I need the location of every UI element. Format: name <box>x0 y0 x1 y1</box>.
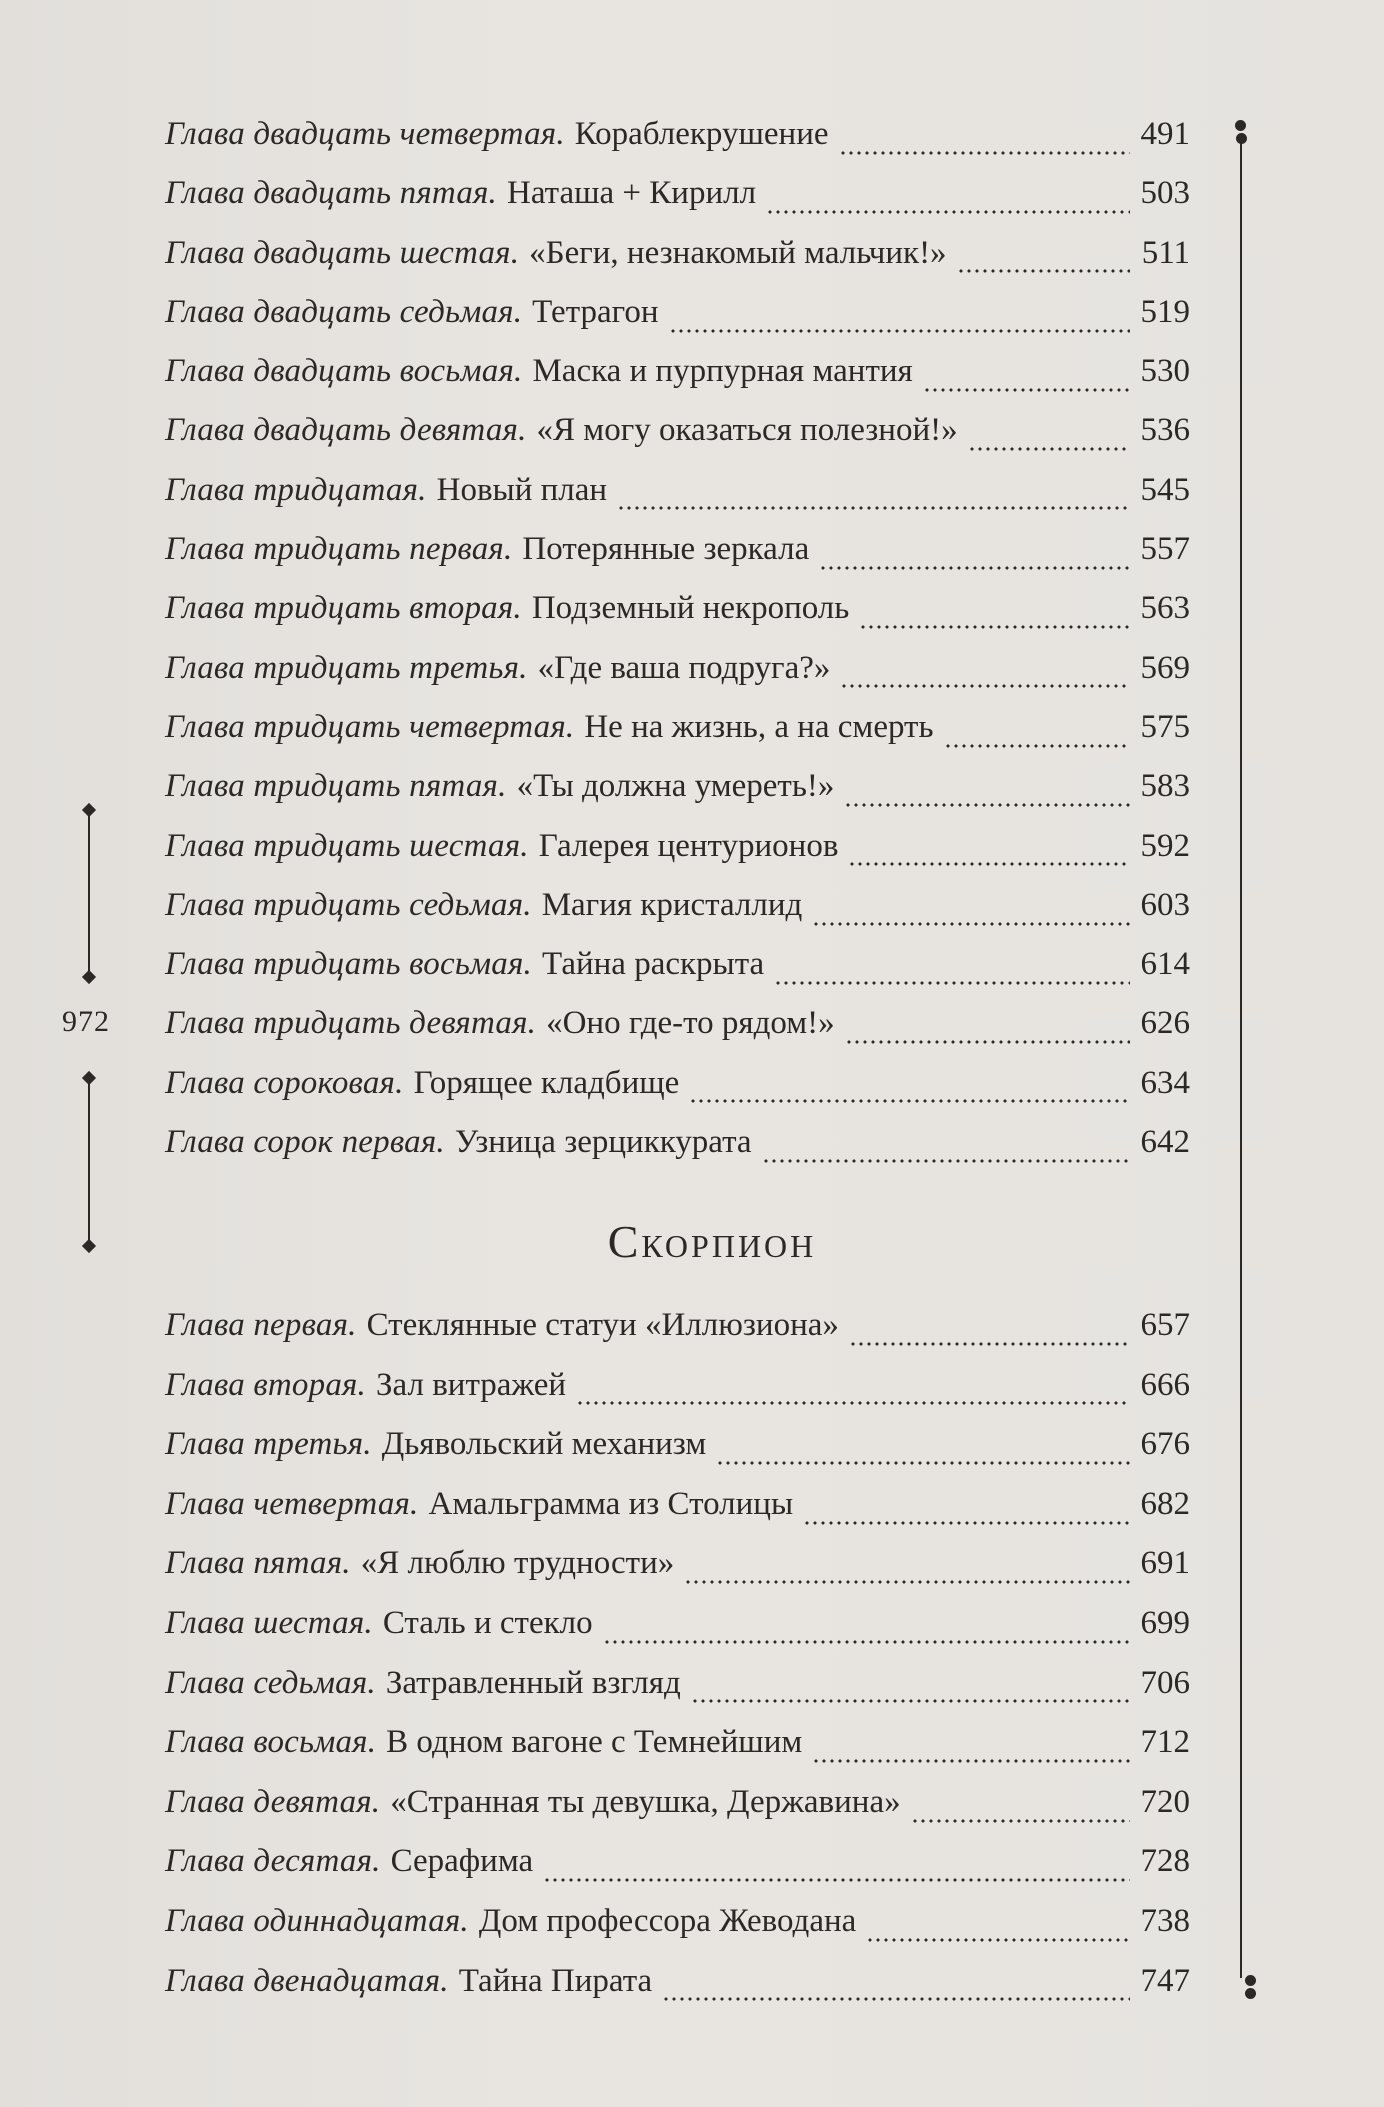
chapter-label: Глава двадцать девятая. <box>165 412 527 449</box>
toc-entry <box>165 698 1190 757</box>
dot-leader <box>669 306 1130 334</box>
chapter-label: Глава первая. <box>165 1307 357 1343</box>
toc-entry <box>165 1054 1190 1113</box>
chapter-page-number: 720 <box>1140 1783 1190 1820</box>
chapter-label: Глава седьмая. <box>165 1664 376 1701</box>
chapter-title: Дом профессора Жеводана <box>478 1902 857 1939</box>
chapter-label: Глава двенадцатая. <box>165 1962 449 1999</box>
toc-entry <box>165 579 1190 638</box>
chapter-page-number: 563 <box>1140 590 1190 627</box>
chapter-label: Глава вторая. <box>165 1366 367 1403</box>
dot-leader <box>691 1676 1130 1704</box>
table-of-contents-part-one <box>165 105 1190 1172</box>
toc-entry <box>165 1832 1190 1892</box>
chapter-label: Глава третья. <box>165 1426 372 1463</box>
dot-leader <box>845 1017 1130 1045</box>
dot-leader <box>684 1557 1130 1585</box>
chapter-label: Глава двадцать пятая. <box>165 175 498 212</box>
dot-leader <box>774 958 1130 986</box>
chapter-page-number: 569 <box>1140 649 1190 686</box>
chapter-label: Глава двадцать седьмая. <box>165 293 523 330</box>
dot-leader <box>844 780 1130 808</box>
chapter-page-number: 511 <box>1141 234 1190 271</box>
chapter-title: Стеклянные статуи «Иллюзиона» <box>366 1307 839 1343</box>
toc-entry <box>165 1713 1190 1773</box>
chapter-label: Глава тридцать девятая. <box>165 1005 537 1042</box>
chapter-page-number: 614 <box>1140 946 1190 983</box>
chapter-title: «Я могу оказаться полезной!» <box>536 412 958 449</box>
dot-leader <box>689 1076 1130 1104</box>
chapter-title: Зал витражей <box>376 1366 567 1403</box>
table-of-contents-part-two <box>165 1296 1190 2011</box>
chapter-title: «Беги, незнакомый мальчик!» <box>529 234 947 271</box>
ornament-dot-icon <box>1235 120 1246 131</box>
dot-leader <box>923 365 1130 393</box>
chapter-title: «Оно где-то рядом!» <box>546 1005 835 1042</box>
chapter-title: Не на жизнь, а на смерть <box>584 708 934 745</box>
chapter-label: Глава тридцать седьмая. <box>165 886 532 923</box>
chapter-label: Глава шестая. <box>165 1604 373 1641</box>
chapter-title: Амальграмма из Столицы <box>428 1485 794 1522</box>
chapter-page-number: 691 <box>1140 1545 1190 1582</box>
toc-entry <box>165 283 1190 342</box>
chapter-page-number: 491 <box>1140 116 1190 152</box>
chapter-title: Сталь и стекло <box>382 1604 593 1641</box>
toc-entry <box>165 224 1190 283</box>
chapter-label: Глава тридцать первая. <box>165 531 513 568</box>
chapter-page-number: 676 <box>1140 1426 1190 1463</box>
dot-leader <box>603 1617 1130 1645</box>
chapter-title: Тайна раскрыта <box>542 946 765 983</box>
dot-leader <box>543 1855 1130 1883</box>
chapter-page-number: 603 <box>1140 886 1190 923</box>
dot-leader <box>944 721 1130 749</box>
chapter-page-number: 592 <box>1140 827 1190 864</box>
chapter-label: Глава четвертая. <box>165 1485 419 1522</box>
toc-entry <box>165 342 1190 401</box>
dot-leader <box>766 187 1130 215</box>
chapter-label: Глава тридцать четвертая. <box>165 708 575 745</box>
chapter-label: Глава тридцать восьмая. <box>165 946 532 983</box>
chapter-page-number: 530 <box>1140 353 1190 390</box>
toc-entry <box>165 461 1190 520</box>
dot-leader <box>617 483 1130 511</box>
dot-leader <box>812 1736 1130 1764</box>
chapter-title: Тетрагон <box>532 293 659 330</box>
toc-entry <box>165 1356 1190 1416</box>
chapter-page-number: 657 <box>1140 1307 1190 1343</box>
chapter-title: Наташа + Кирилл <box>507 175 757 212</box>
section-heading-text: Скорпион <box>607 1216 817 1267</box>
dot-leader <box>803 1498 1130 1526</box>
chapter-page-number: 557 <box>1140 531 1190 568</box>
toc-entry <box>165 1892 1190 1952</box>
toc-entry <box>165 757 1190 816</box>
dot-leader <box>716 1438 1130 1466</box>
chapter-page-number: 666 <box>1140 1366 1190 1403</box>
chapter-title: Узница зерциккурата <box>454 1124 752 1161</box>
ornament-diamond-icon <box>82 970 96 984</box>
chapter-page-number: 583 <box>1140 768 1190 805</box>
toc-entry <box>165 1773 1190 1833</box>
chapter-page-number: 545 <box>1140 471 1190 508</box>
toc-entry <box>165 401 1190 460</box>
dot-leader <box>839 128 1130 156</box>
toc-entry <box>165 1296 1190 1356</box>
chapter-label: Глава тридцатая. <box>165 471 427 508</box>
margin-rule <box>1240 140 1242 1978</box>
dot-leader <box>576 1378 1130 1406</box>
dot-leader <box>859 602 1130 630</box>
chapter-label: Глава двадцать восьмая. <box>165 353 523 390</box>
chapter-title: Подземный некрополь <box>531 590 850 627</box>
chapter-page-number: 519 <box>1140 293 1190 330</box>
chapter-label: Глава тридцать пятая. <box>165 768 507 805</box>
ornament-dot-icon <box>1245 1975 1256 1986</box>
chapter-label: Глава тридцать вторая. <box>165 590 522 627</box>
chapter-title: «Ты должна умереть!» <box>516 768 835 805</box>
toc-entry <box>165 935 1190 994</box>
chapter-page-number: 626 <box>1140 1005 1190 1042</box>
dot-leader <box>957 246 1130 274</box>
margin-rule <box>88 815 90 975</box>
chapter-label: Глава сороковая. <box>165 1064 404 1101</box>
dot-leader <box>762 1136 1130 1164</box>
chapter-label: Глава тридцать третья. <box>165 649 528 686</box>
chapter-page-number: 642 <box>1140 1124 1190 1161</box>
chapter-label: Глава восьмая. <box>165 1724 377 1761</box>
chapter-title: Дьявольский механизм <box>381 1426 707 1463</box>
chapter-page-number: 634 <box>1140 1064 1190 1101</box>
chapter-label: Глава двадцать шестая. <box>165 234 520 271</box>
chapter-title: Магия кристаллид <box>541 886 803 923</box>
dot-leader <box>866 1915 1130 1943</box>
chapter-title: «Где ваша подруга?» <box>537 649 831 686</box>
toc-entry <box>165 1113 1190 1172</box>
toc-entry <box>165 1952 1190 2012</box>
chapter-page-number: 706 <box>1140 1664 1190 1701</box>
chapter-title: Маска и пурпурная мантия <box>532 353 913 390</box>
chapter-title: Затравленный взгляд <box>385 1664 681 1701</box>
toc-entry <box>165 1415 1190 1475</box>
chapter-page-number: 747 <box>1140 1962 1190 1999</box>
chapter-title: В одном вагоне с Темнейшим <box>386 1724 803 1761</box>
section-heading <box>0 1215 1384 1268</box>
chapter-label: Глава десятая. <box>165 1843 381 1880</box>
chapter-page-number: 682 <box>1140 1485 1190 1522</box>
chapter-title: Серафима <box>390 1843 534 1880</box>
chapter-label: Глава тридцать шестая. <box>165 827 529 864</box>
chapter-page-number: 738 <box>1140 1902 1190 1939</box>
page-number: 972 <box>62 1005 110 1038</box>
dot-leader <box>662 1974 1130 2002</box>
toc-entry <box>165 1534 1190 1594</box>
toc-entry <box>165 1654 1190 1714</box>
chapter-page-number: 728 <box>1140 1843 1190 1880</box>
dot-leader <box>812 899 1130 927</box>
chapter-title: Новый план <box>436 471 608 508</box>
chapter-page-number: 503 <box>1140 175 1190 212</box>
dot-leader <box>840 661 1130 689</box>
chapter-page-number: 712 <box>1140 1724 1190 1761</box>
chapter-page-number: 575 <box>1140 708 1190 745</box>
toc-entry <box>165 164 1190 223</box>
chapter-title: Кораблекрушение <box>574 116 829 152</box>
dot-leader <box>911 1796 1130 1824</box>
ornament-dot-icon <box>1245 1988 1256 1999</box>
chapter-title: «Странная ты девушка, Державина» <box>390 1783 901 1820</box>
toc-entry <box>165 1475 1190 1535</box>
chapter-label: Глава пятая. <box>165 1545 351 1582</box>
toc-entry <box>165 105 1190 164</box>
chapter-label: Глава сорок первая. <box>165 1124 445 1161</box>
chapter-page-number: 536 <box>1140 412 1190 449</box>
dot-leader <box>848 839 1130 867</box>
toc-entry <box>165 994 1190 1053</box>
dot-leader <box>968 424 1130 452</box>
chapter-label: Глава двадцать четвертая. <box>165 116 565 152</box>
chapter-title: Горящее кладбище <box>413 1064 680 1101</box>
chapter-title: Галерея центурионов <box>538 827 839 864</box>
chapter-page-number: 699 <box>1140 1604 1190 1641</box>
toc-entry <box>165 817 1190 876</box>
toc-entry <box>165 1594 1190 1654</box>
margin-rule <box>88 1083 90 1243</box>
chapter-title: «Я люблю трудности» <box>360 1545 675 1582</box>
dot-leader <box>819 543 1130 571</box>
chapter-label: Глава девятая. <box>165 1783 381 1820</box>
toc-entry <box>165 639 1190 698</box>
chapter-title: Тайна Пирата <box>458 1962 653 1999</box>
chapter-label: Глава одиннадцатая. <box>165 1902 469 1939</box>
chapter-title: Потерянные зеркала <box>522 531 810 568</box>
dot-leader <box>849 1319 1130 1347</box>
toc-entry <box>165 876 1190 935</box>
toc-entry <box>165 520 1190 579</box>
